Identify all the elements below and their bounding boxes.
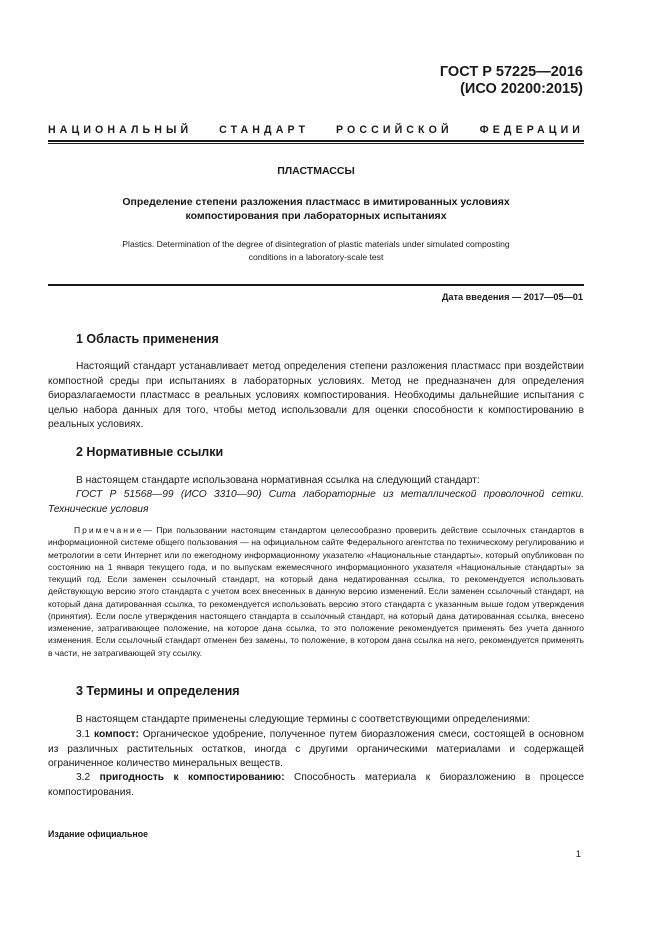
title-rule — [48, 284, 584, 286]
normative-reference: ГОСТ Р 51568—99 (ИСО 3310—90) Сита лабораторные из металлической проволочной сетки. Технические условия — [48, 489, 584, 515]
term-3-1-name: компост: — [94, 729, 139, 740]
gost-number: ГОСТ Р 57225—2016 — [439, 64, 583, 80]
section-1-paragraph: Настоящий стандарт устанавливает метод определения степени разложения пластмасс при воздействии компостной среды при испытаниях в лабораторных условиях. Метод не предназначен для определения биоразлагаемости пластмасс в реальных условиях компостирования. Необходимы дальнейшие испытания с целью набора данных для того, чтобы метод использовали для оценки способности к компостированию в реальных условиях. — [48, 361, 584, 430]
term-3-2-name: пригодность к компостированию: — [99, 772, 285, 783]
document-subtitle — [90, 195, 542, 223]
english-title-line-1: Plastics. Determination of the degree of disintegration of plastic materials under simulated composting — [122, 239, 510, 249]
document-title: ПЛАСТМАССЫ — [277, 165, 355, 177]
section-2-note: Примечание— При пользовании настоящим стандартом целесообразно проверить действие ссылочных стандартов в информационной системе общего пользования — на официальном сайте Федерального агентства по техническому регулированию и метрологии в сети Интернет или по ежегодному информационному указателю «Национальные стандарты», который опубликован по состоянию на 1 января текущего года, и по выпускам ежемесячного информационного указателя «Национальные стандарты» за текущий год. Если заменен ссылочный стандарт, на который дана недатированная ссылка, то рекомендуется использовать действующую версию этого стандарта с учетом всех внесенных в данную версию изменений. Если заменен ссылочный стандарт, на который дана датированная ссылка, то рекомендуется использовать версию этого стандарта с указанным выше годом утверждения (принятия). Если после утверждения настоящего стандарта в ссылочный стандарт, на который дана датированная ссылка, внесено изменение, затрагивающее положение, на которое дана ссылка, то это положение рекомендуется применять без учета данного изменения. Если ссылочный стандарт отменен без замены, то положение, в котором дана ссылка на него, рекомендуется применять в части, не затрагивающей эту ссылку. — [48, 525, 584, 658]
national-standard-title: НАЦИОНАЛЬНЫЙ СТАНДАРТ РОССИЙСКОЙ ФЕДЕРАЦИИ — [48, 124, 584, 136]
section-1-heading: 1 Область применения — [76, 332, 219, 346]
section-3-paragraph: В настоящем стандарте применены следующие термины с соответствующими определениями: — [76, 714, 531, 725]
introduction-date: Дата введения — 2017—05—01 — [441, 292, 583, 302]
term-3-2: 3.2 пригодность к компостированию: Способность материала к биоразложению в процессе компостирования. — [48, 772, 584, 798]
note-label: Примечание — [74, 525, 144, 535]
header-rule-thick — [48, 140, 584, 142]
section-2-heading: 2 Нормативные ссылки — [76, 445, 224, 459]
section-3-heading: 3 Термины и определения — [76, 684, 240, 698]
subtitle-line-1: Определение степени разложения пластмасс в имитированных условиях — [122, 196, 510, 208]
subtitle-line-2: компостирования при лабораторных испытаниях — [185, 210, 447, 222]
section-2-paragraph: В настоящем стандарте использована нормативная ссылка на следующий стандарт: — [76, 475, 480, 486]
standard-number-block — [440, 64, 583, 98]
edition-label: Издание официальное — [48, 829, 148, 839]
page-number: 1 — [575, 849, 581, 860]
iso-number: (ИСО 20200:2015) — [460, 81, 583, 97]
term-3-1: 3.1 компост: Органическое удобрение, полученное путем биоразложения смеси, состоящей в основном из различных растительных остатков, иногда с другими органическими материалами и содержащей ограниченное количество минеральных веществ. — [48, 729, 584, 769]
english-title-line-2: conditions in a laboratory-scale test — [248, 251, 384, 262]
header-rule-thin — [48, 143, 584, 144]
english-title — [80, 238, 552, 263]
